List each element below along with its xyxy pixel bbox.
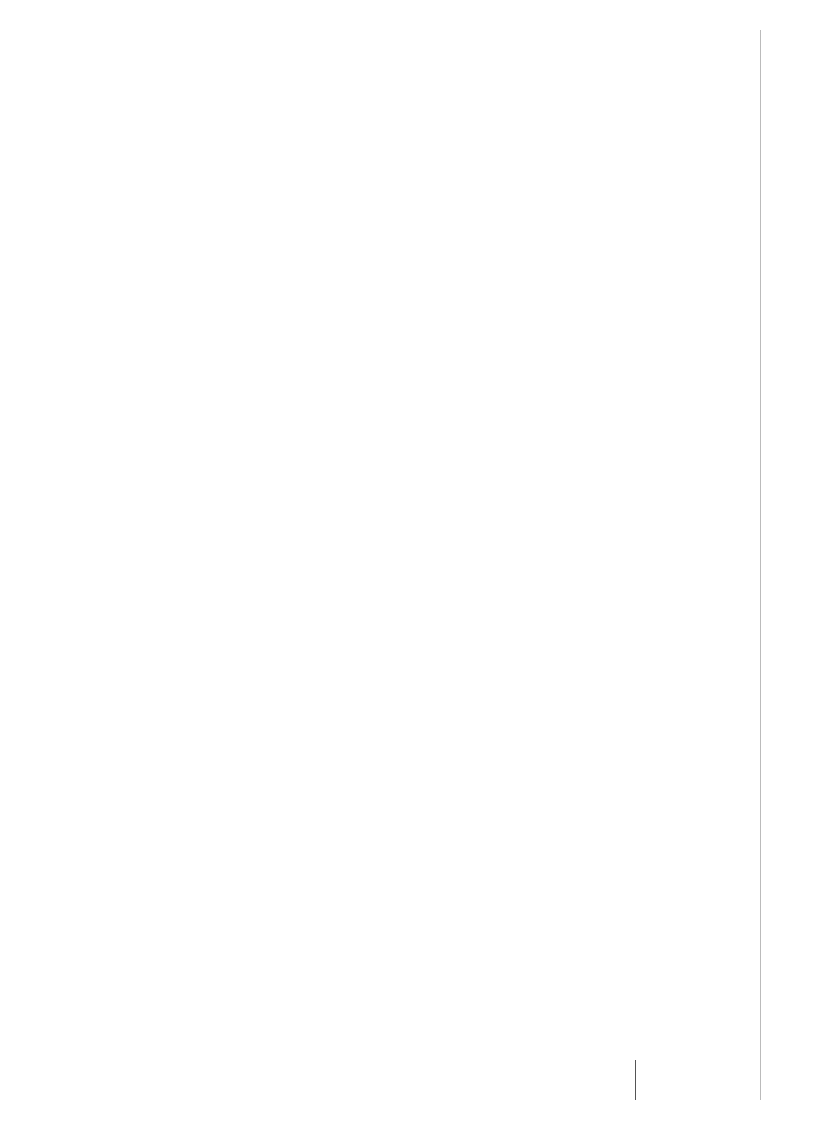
- margin-rule: [760, 30, 761, 1100]
- page-footer: [545, 1062, 653, 1078]
- footer-divider: [635, 1060, 636, 1100]
